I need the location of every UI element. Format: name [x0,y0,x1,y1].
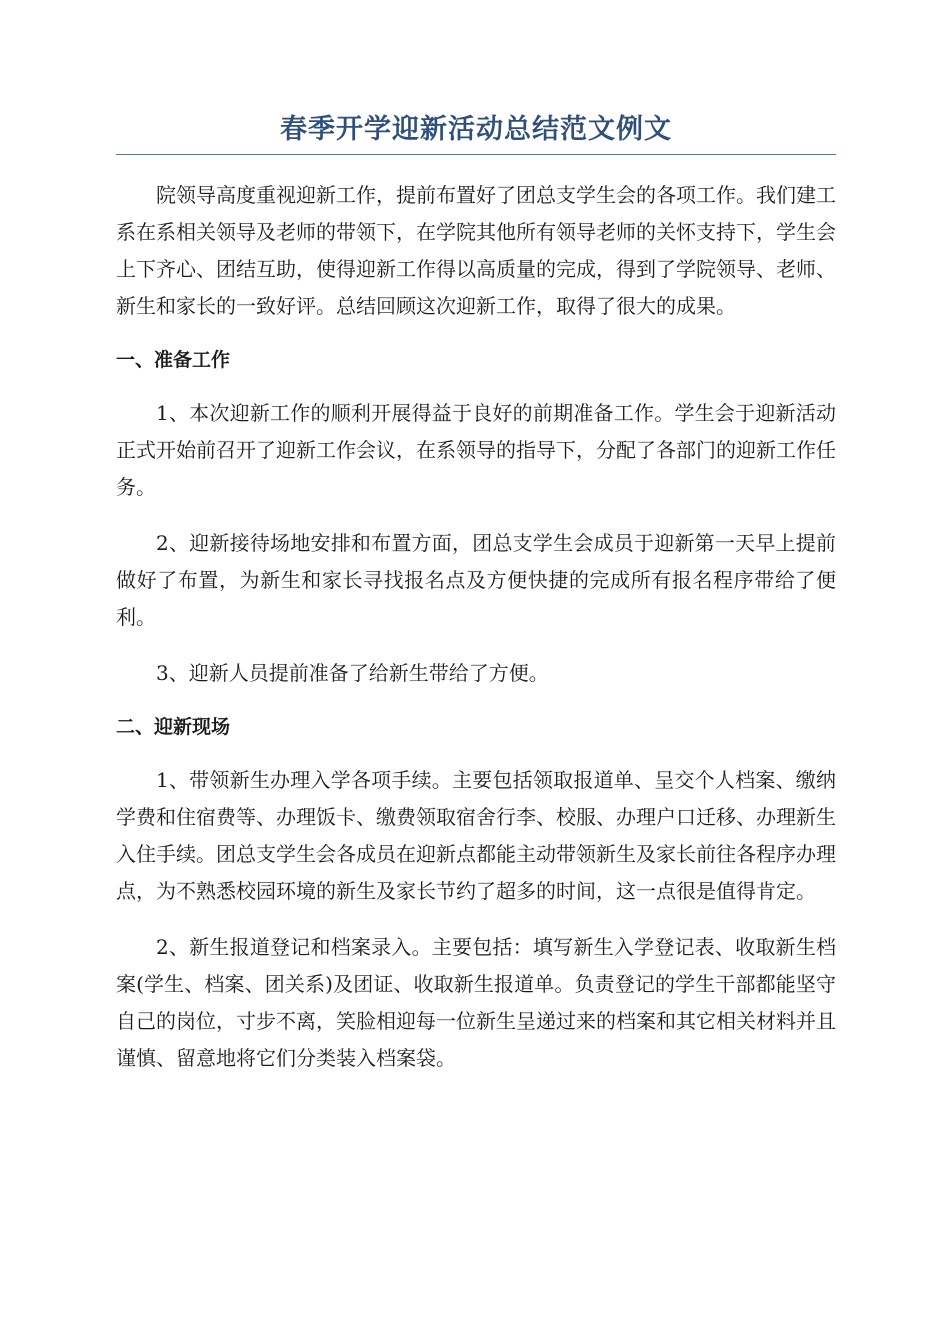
section-paragraph: 2、迎新接待场地安排和布置方面，团总支学生会成员于迎新第一天早上提前做好了布置，为新生和家长寻找报名点及方便快捷的完成所有报名程序带给了便利。 [116,531,836,629]
document-title: 春季开学迎新活动总结范文例文 [116,110,836,155]
section-heading-onsite: 二、迎新现场 [116,716,231,738]
section-heading-preparation: 一、准备工作 [116,349,231,371]
document-page [116,110,836,1077]
section-paragraph: 2、新生报道登记和档案录入。主要包括：填写新生入学登记表、收取新生档案(学生、档案、团关系)及团证、收取新生报道单。负责登记的学生干部都能坚守自己的岗位，寸步不离，笑脸相迎每一位新生呈递过来的档案和其它相关材料并且谨慎、留意地将它们分类装入档案袋。 [116,935,836,1070]
intro-paragraph: 院领导高度重视迎新工作，提前布置好了团总支学生会的各项工作。我们建工系在系相关领导及老师的带领下，在学院其他所有领导老师的关怀支持下，学生会上下齐心、团结互助，使得迎新工作得以高质量的完成，得到了学院领导、老师、新生和家长的一致好评。总结回顾这次迎新工作，取得了很大的成果。 [116,183,836,318]
section-paragraph: 1、带领新生办理入学各项手续。主要包括领取报道单、呈交个人档案、缴纳学费和住宿费等、办理饭卡、缴费领取宿舍行李、校服、办理户口迁移、办理新生入住手续。团总支学生会各成员在迎新点都能主动带领新生及家长前往各程序办理点，为不熟悉校园环境的新生及家长节约了超多的时间，这一点很是值得肯定。 [116,768,836,903]
section-paragraph: 1、本次迎新工作的顺利开展得益于良好的前期准备工作。学生会于迎新活动正式开始前召开了迎新工作会议，在系领导的指导下，分配了各部门的迎新工作任务。 [116,401,836,499]
section-paragraph: 3、迎新人员提前准备了给新生带给了方便。 [156,661,549,685]
